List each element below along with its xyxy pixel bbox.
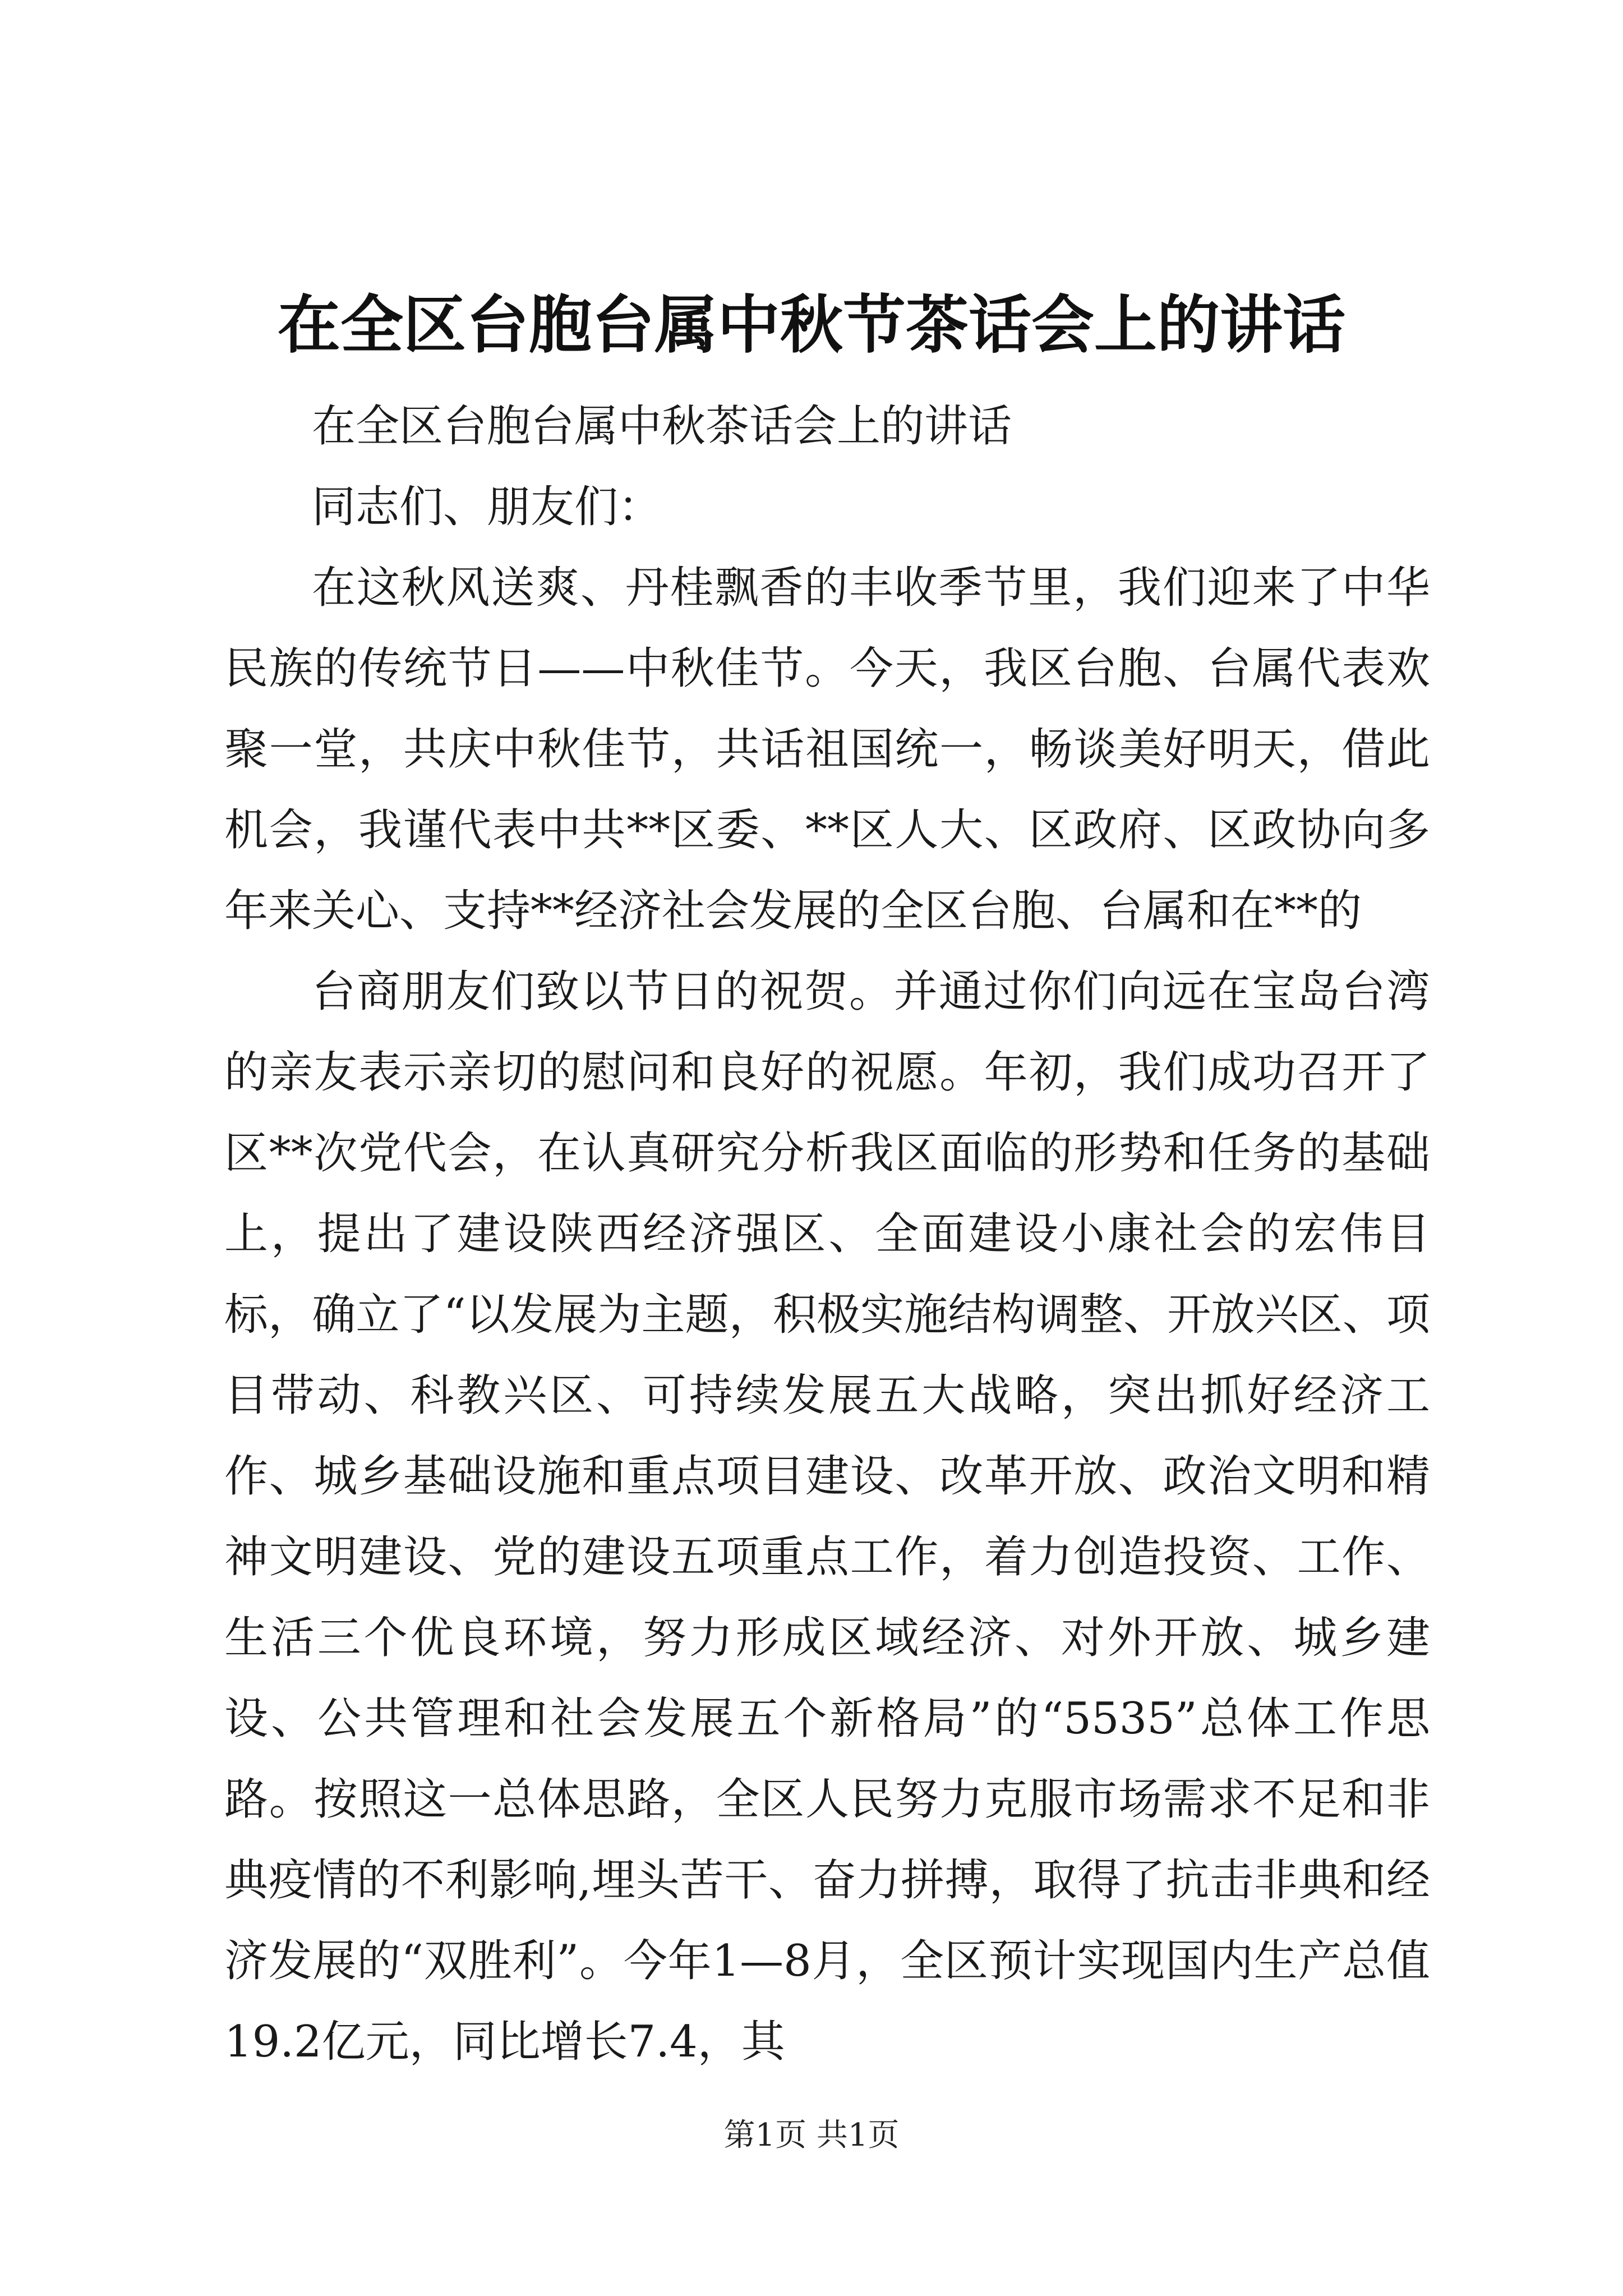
page-footer: 第1页 共1页 [723,2117,900,2154]
body-paragraph: 在这秋风送爽、丹桂飘香的丰收季节里，我们迎来了中华民族的传统节日——中秋佳节。今天，我区台胞、台属代表欢聚一堂，共庆中秋佳节，共话祖国统一，畅谈美好明天，借此机会，我谨代表中共**区委、**区人大、区政府、区政协向多年来关心、支持**经济社会发展的全区台胞、台属和在**的 [224,563,1430,936]
page-title: 在全区台胞台属中秋节茶话会上的讲话 [278,288,1345,362]
subtitle-paragraph: 在全区台胞台属中秋茶话会上的讲话 [312,401,1012,452]
document-body [224,386,1430,2082]
salutation-paragraph: 同志们、朋友们： [312,482,662,532]
body-paragraph: 台商朋友们致以节日的祝贺。并通过你们向远在宝岛台湾的亲友表示亲切的慰问和良好的祝愿。年初，我们成功召开了区**次党代会，在认真研究分析我区面临的形势和任务的基础上，提出了建设陕西经济强区、全面建设小康社会的宏伟目标，确立了“以发展为主题，积极实施结构调整、开放兴区、项目带动、科教兴区、可持续发展五大战略，突出抓好经济工作、城乡基础设施和重点项目建设、改革开放、政治文明和精神文明建设、党的建设五项重点工作，着力创造投资、工作、生活三个优良环境，努力形成区域经济、对外开放、城乡建设、公共管理和社会发展五个新格局”的“5535”总体工作思路。按照这一总体思路，全区人民努力克服市场需求不足和非典疫情的不利影响,埋头苦干、奋力拼搏，取得了抗击非典和经济发展的“双胜利”。今年1—8月，全区预计实现国内生产总值19.2亿元，同比增长7.4，其 [224,967,1430,2067]
